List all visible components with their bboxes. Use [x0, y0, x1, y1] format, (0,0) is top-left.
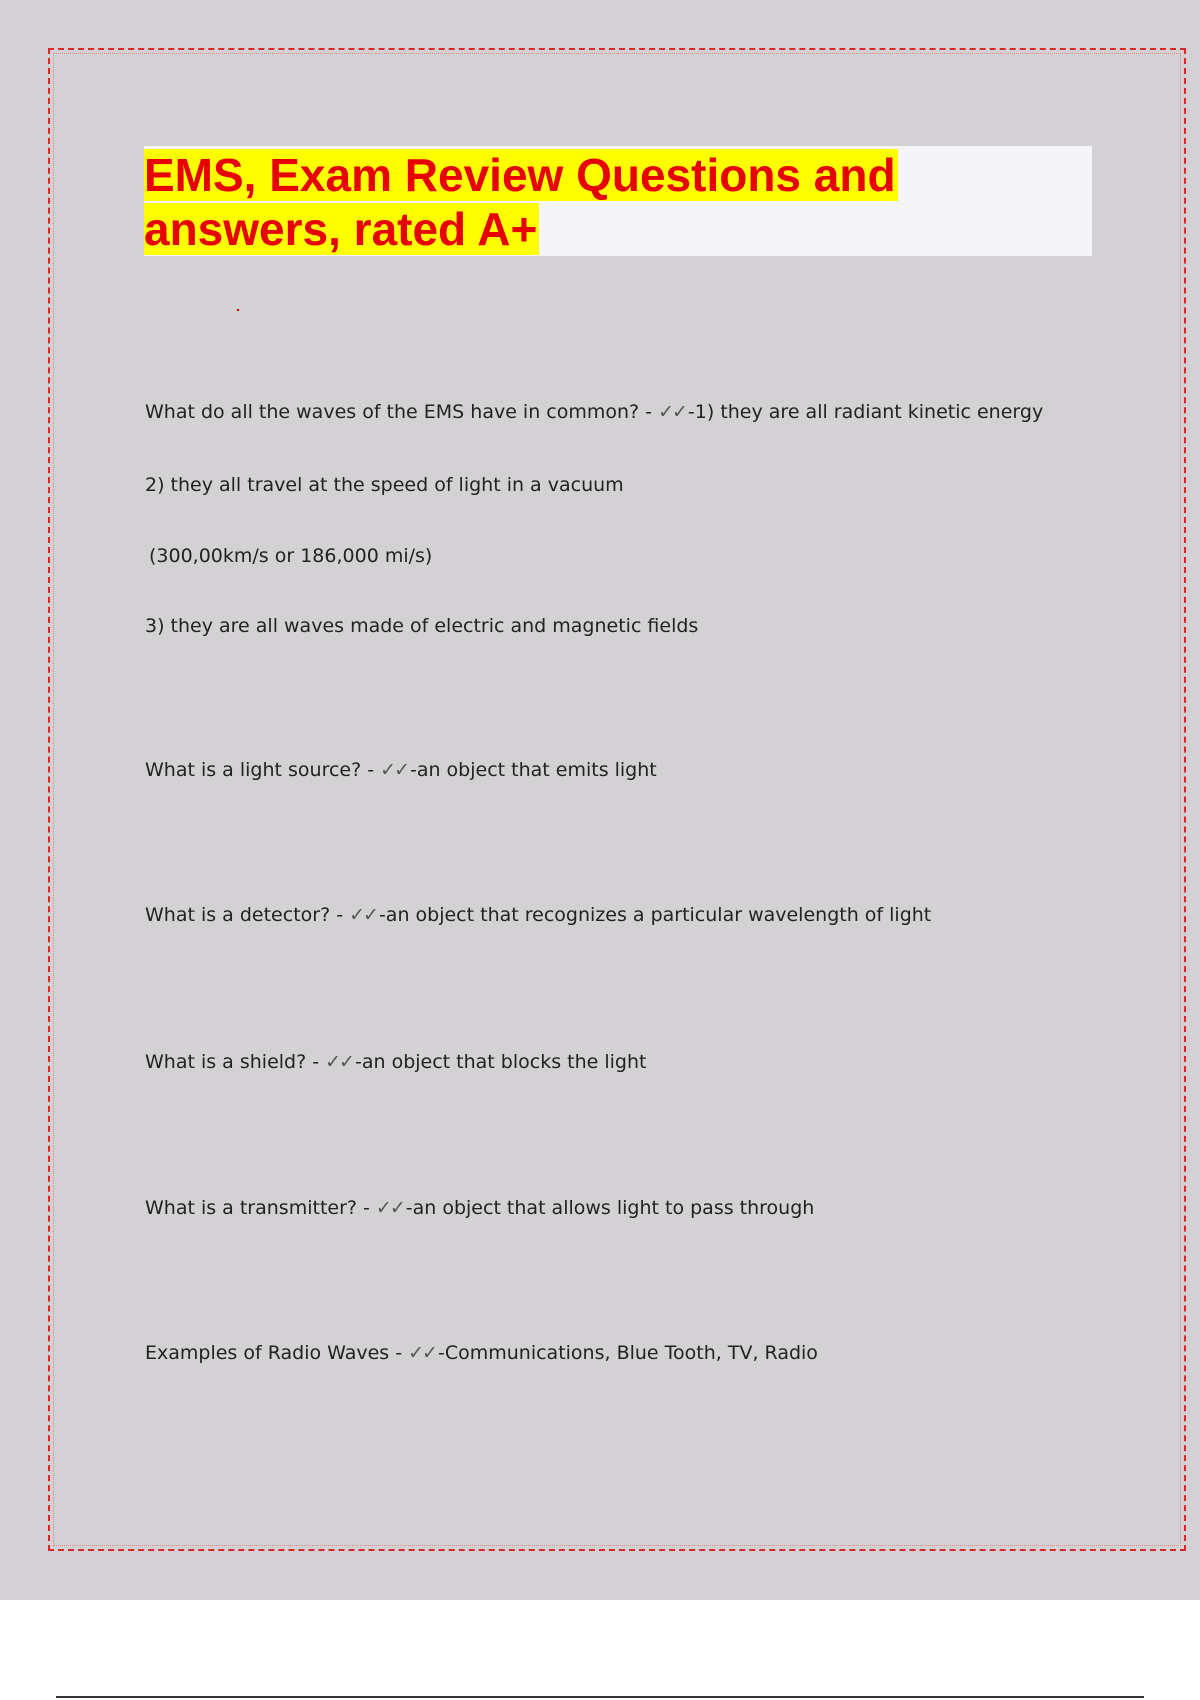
double-check-icon: ✓✓: [658, 401, 686, 423]
answer-text: -an object that recognizes a particular wavelength of light: [378, 904, 932, 926]
title-line-2: answers, rated A+: [144, 203, 538, 255]
qa-item-shield: [145, 1049, 646, 1075]
question-text: What is a light source? -: [145, 759, 381, 781]
question-text: What is a detector? -: [145, 904, 350, 926]
question-text: What is a shield? -: [145, 1051, 326, 1073]
question-text: What is a transmitter? -: [145, 1197, 376, 1219]
answer-line-fields: 3) they are all waves made of electric and magnetic fields: [145, 615, 699, 637]
double-check-icon: ✓✓: [380, 759, 408, 781]
red-dot-mark: [237, 309, 239, 311]
double-check-icon: ✓✓: [325, 1051, 353, 1073]
qa-item-radio-waves: [145, 1340, 818, 1366]
question-text: Examples of Radio Waves -: [145, 1342, 409, 1364]
title-line-1: EMS, Exam Review Questions and: [144, 149, 896, 201]
qa-item-detector: [145, 902, 931, 928]
answer-text: -1) they are all radiant kinetic energy: [687, 401, 1044, 423]
answer-line-speed-values: (300,00km/s or 186,000 mi/s): [149, 545, 433, 567]
answer-text: -an object that emits light: [409, 759, 657, 781]
qa-item-light-source: [145, 757, 657, 783]
answer-text: -Communications, Blue Tooth, TV, Radio: [437, 1342, 818, 1364]
page-border: [48, 48, 1186, 1551]
footer-divider: [56, 1696, 1144, 1698]
document-title: [144, 148, 944, 256]
question-text: What do all the waves of the EMS have in common? -: [145, 401, 659, 423]
qa-item-transmitter: [145, 1195, 814, 1221]
answer-text: -an object that allows light to pass through: [405, 1197, 815, 1219]
double-check-icon: ✓✓: [349, 904, 377, 926]
double-check-icon: ✓✓: [408, 1342, 436, 1364]
qa-item-ems-common: [145, 399, 1043, 425]
answer-text: -an object that blocks the light: [354, 1051, 647, 1073]
answer-line-speed: 2) they all travel at the speed of light in a vacuum: [145, 474, 624, 496]
double-check-icon: ✓✓: [375, 1197, 404, 1219]
